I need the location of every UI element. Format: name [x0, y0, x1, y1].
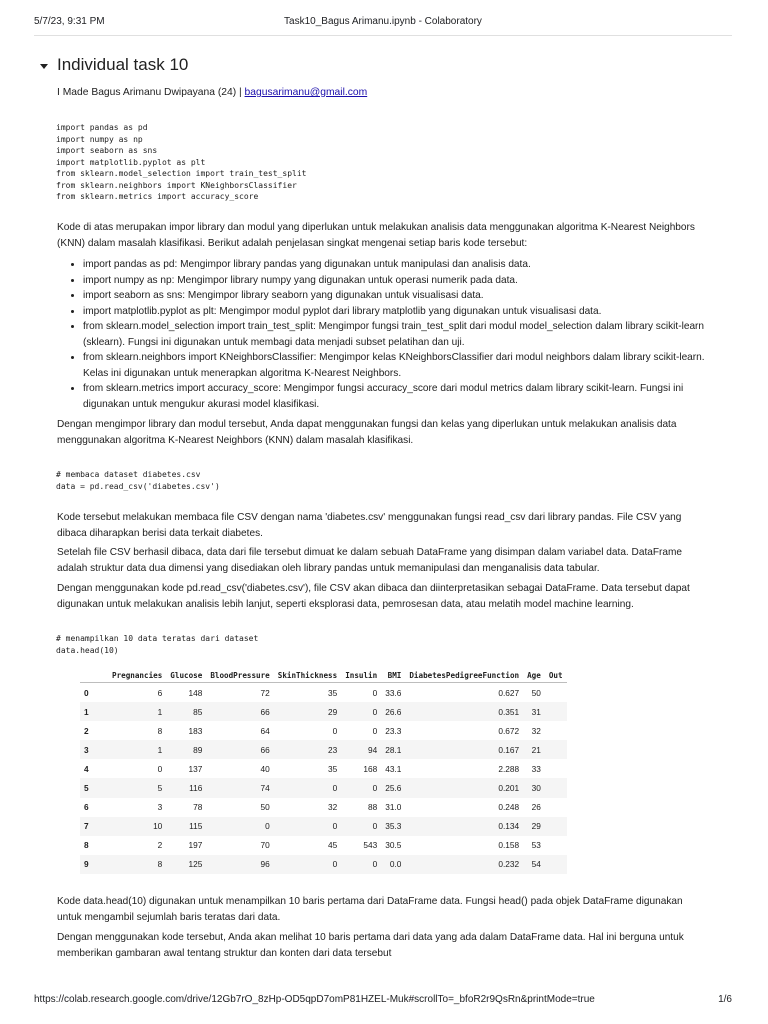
- list-item: • import matplotlib.pyplot as plt: Mengimpor modul pyplot dari library matplotlib yang digunakan untuk visualisasi data.: [83, 304, 724, 320]
- row-index: 1: [80, 702, 108, 721]
- code-cell-read-csv[interactable]: # membaca dataset diabetes.csv data = pd.read_csv('diabetes.csv'): [56, 470, 220, 491]
- table-cell: [545, 702, 567, 721]
- table-cell: 21: [523, 740, 545, 759]
- table-cell: 0: [341, 702, 381, 721]
- table-cell: [545, 798, 567, 817]
- table-cell: [545, 683, 567, 703]
- column-header: Age: [527, 671, 541, 680]
- paragraph-imports-intro: [57, 220, 724, 252]
- row-index: 0: [84, 687, 89, 698]
- table-row: [80, 798, 567, 817]
- list-item: • from sklearn.metrics import accuracy_score: Mengimpor fungsi accuracy_score dari modul metrics dalam library scikit-learn. Fungsi ini digunakan untuk mengukur akurasi model klasifikasi.: [83, 381, 724, 412]
- table-cell: 8: [157, 725, 163, 736]
- table-cell: 50: [260, 802, 270, 813]
- table-cell: 23: [274, 740, 341, 759]
- table-cell: 0: [372, 725, 378, 736]
- paragraph-line: Dengan menggunakan kode tersebut, Anda akan melihat 10 baris pertama dari data yang ada dalam DataFrame data. Hal ini berguna untuk: [57, 932, 684, 943]
- paragraph-line: dibaca diharapkan berisi data terkait diabetes.: [57, 528, 263, 539]
- table-cell: 116: [166, 778, 206, 797]
- column-header: BloodPressure: [210, 671, 270, 680]
- table-cell: 78: [193, 802, 203, 813]
- table-row: [80, 740, 567, 759]
- paragraph-read-csv-usage: [57, 581, 724, 613]
- table-cell: 64: [260, 725, 270, 736]
- table-cell: 0: [274, 817, 341, 836]
- author-email-link[interactable]: bagusarimanu@gmail.com: [244, 87, 368, 98]
- column-header: [80, 669, 108, 683]
- row-index: 4: [84, 763, 89, 774]
- table-cell: 0.248: [498, 802, 520, 813]
- table-cell: 1: [108, 740, 166, 759]
- table-row: [80, 702, 567, 721]
- table-cell: 26: [531, 802, 541, 813]
- table-cell: 35.3: [381, 817, 405, 836]
- column-header: Glucose: [170, 671, 203, 680]
- paragraph-head-explanation: [57, 894, 724, 926]
- table-cell: 53: [531, 840, 541, 851]
- table-cell: 0: [332, 725, 338, 736]
- paragraph-line: Kode tersebut melakukan membaca file CSV dengan nama 'diabetes.csv' menggunakan fungsi read_csv dari library pandas. File CSV yang: [57, 512, 682, 523]
- table-cell: 30.5: [385, 840, 402, 851]
- paragraph-head-usage: [57, 930, 724, 962]
- paragraph-line: digunakan untuk melakukan analisis lebih lanjut, seperti eksplorasi data, pemrosesan data, atau melatih model machine learning.: [57, 599, 634, 610]
- paragraph-dataframe: [57, 545, 724, 577]
- table-cell: 125: [166, 855, 206, 874]
- table-cell: 0: [274, 778, 341, 797]
- code-cell-imports[interactable]: import pandas as pd import numpy as np import seaborn as sns import matplotlib.pyplot as plt from sklearn.model_selection import train_test_split from sklearn.neighbors import KNeighborsClassifier from sklearn.metrics import accuracy_score: [56, 123, 307, 201]
- paragraph-line: (KNN) dalam masalah klasifikasi. Berikut adalah penjelasan singkat mengenai setiap baris kode tersebut:: [57, 238, 528, 249]
- table-cell: 543: [363, 840, 378, 851]
- table-cell: 0: [206, 817, 273, 836]
- table-cell: 32: [531, 725, 541, 736]
- table-cell: 148: [188, 687, 203, 698]
- column-header: Insulin: [345, 671, 378, 680]
- table-cell: [545, 778, 567, 797]
- table-cell: [545, 740, 567, 759]
- table-cell: 72: [260, 687, 270, 698]
- table-cell: 0.627: [498, 687, 520, 698]
- row-index: 6: [84, 802, 89, 813]
- paragraph-line: Dengan menggunakan kode pd.read_csv('diabetes.csv'), file CSV akan dibaca dan diinterpretasikan sebagai DataFrame. Data tersebut dapat: [57, 583, 690, 594]
- table-cell: 94: [341, 740, 381, 759]
- table-cell: 0.158: [498, 840, 520, 851]
- table-cell: 96: [206, 855, 273, 874]
- paragraph-line: Setelah file CSV berhasil dibaca, data dari file tersebut dimuat ke dalam sebuah DataFrame yang disimpan dalam variabel data. DataFrame: [57, 547, 683, 558]
- table-cell: 0.0: [381, 855, 405, 874]
- paragraph-read-csv: [57, 510, 724, 542]
- table-row: [80, 683, 567, 703]
- table-cell: 0: [341, 855, 381, 874]
- table-cell: 0: [341, 778, 381, 797]
- row-index: 7: [80, 817, 108, 836]
- table-row: [80, 721, 567, 740]
- table-row: [80, 836, 567, 855]
- table-cell: 66: [206, 702, 273, 721]
- list-item: • import pandas as pd: Mengimpor library pandas yang digunakan untuk manipulasi dan analisis data.: [83, 257, 724, 273]
- column-header: Out: [548, 671, 563, 680]
- table-cell: [545, 759, 567, 778]
- table-cell: 0.201: [405, 778, 523, 797]
- table-cell: 183: [188, 725, 203, 736]
- table-cell: 30: [523, 778, 545, 797]
- table-row: [80, 759, 567, 778]
- table-cell: 50: [531, 687, 541, 698]
- table-cell: 2: [157, 840, 163, 851]
- table-row: [80, 855, 567, 874]
- table-cell: [545, 855, 567, 874]
- collapse-caret-icon[interactable]: [40, 64, 48, 69]
- paragraph-line: adalah struktur data dua dimensi yang disediakan oleh library pandas untuk memanipulasi dan menganalisis data tabular.: [57, 563, 600, 574]
- table-cell: 0.232: [405, 855, 523, 874]
- table-cell: [545, 836, 567, 855]
- author-line: [57, 87, 367, 98]
- section-title: Individual task 10: [57, 55, 189, 74]
- row-index: 2: [84, 725, 89, 736]
- dataframe-output: [80, 669, 590, 874]
- table-cell: 32: [327, 802, 338, 813]
- list-item: • import numpy as np: Mengimpor library numpy yang digunakan untuk operasi numerik pada data.: [83, 273, 724, 289]
- column-header: SkinThickness: [277, 671, 338, 680]
- paragraph-line: Dengan mengimpor library dan modul tersebut, Anda dapat menggunakan fungsi dan kelas yang diperlukan untuk melakukan analisis data: [57, 419, 677, 430]
- paragraph-line: Kode di atas merupakan impor library dan modul yang diperlukan untuk melakukan analisis data menggunakan algoritma K-Nearest Neighbors: [57, 222, 695, 233]
- author-name: I Made Bagus Arimanu Dwipayana (24) |: [57, 87, 245, 98]
- table-cell: 31.0: [385, 802, 402, 813]
- table-cell: 29: [523, 817, 545, 836]
- list-item: • import seaborn as sns: Mengimpor library seaborn yang digunakan untuk visualisasi data.: [83, 288, 724, 304]
- table-cell: 28.1: [381, 740, 405, 759]
- paragraph-line: Kode data.head(10) digunakan untuk menampilkan 10 baris pertama dari DataFrame data. Fungsi head() pada objek DataFrame digunakan: [57, 896, 683, 907]
- table-row: [80, 817, 567, 836]
- table-cell: 26.6: [381, 702, 405, 721]
- code-cell-head[interactable]: # menampilkan 10 data teratas dari dataset data.head(10): [56, 634, 259, 655]
- import-explanations-list: [57, 257, 724, 412]
- row-index: 5: [80, 778, 108, 797]
- table-cell: 23.3: [385, 725, 402, 736]
- table-cell: 5: [108, 778, 166, 797]
- table-cell: 66: [206, 740, 273, 759]
- paragraph-imports-summary: [57, 417, 724, 449]
- table-cell: [545, 721, 567, 740]
- dataframe-table: [80, 669, 567, 874]
- table-cell: 0.167: [405, 740, 523, 759]
- table-cell: 88: [367, 802, 378, 813]
- table-cell: 33.6: [385, 687, 402, 698]
- section-header[interactable]: [38, 55, 732, 79]
- table-cell: 0: [157, 763, 163, 774]
- table-cell: 45: [327, 840, 338, 851]
- table-cell: 1: [108, 702, 166, 721]
- print-page-title: Task10_Bagus Arimanu.ipynb - Colaboratory: [284, 16, 482, 27]
- table-cell: 31: [523, 702, 545, 721]
- table-cell: 29: [274, 702, 341, 721]
- table-cell: 168: [363, 763, 378, 774]
- table-cell: 54: [523, 855, 545, 874]
- table-cell: 115: [166, 817, 206, 836]
- row-index: 8: [84, 840, 89, 851]
- table-cell: 3: [157, 802, 163, 813]
- table-cell: 33: [531, 763, 541, 774]
- table-cell: 0: [274, 855, 341, 874]
- table-cell: 137: [188, 763, 203, 774]
- table-cell: 35: [327, 687, 338, 698]
- table-row: [80, 778, 567, 797]
- paragraph-line: untuk mengambil sejumlah baris teratas dari data.: [57, 912, 281, 923]
- table-cell: 89: [166, 740, 206, 759]
- table-cell: 35: [327, 763, 338, 774]
- column-header: BMI: [387, 671, 402, 680]
- table-cell: 2.288: [498, 763, 520, 774]
- table-cell: 0: [341, 817, 381, 836]
- table-cell: 197: [188, 840, 203, 851]
- column-header: DiabetesPedigreeFunction: [409, 671, 520, 680]
- table-body: [80, 683, 567, 874]
- table-header-row: [80, 669, 567, 683]
- table-cell: 0.672: [498, 725, 520, 736]
- table-cell: 43.1: [385, 763, 402, 774]
- print-footer: [34, 994, 732, 1005]
- row-index: 9: [80, 855, 108, 874]
- paragraph-line: menggunakan algoritma K-Nearest Neighbors (KNN) dalam masalah klasifikasi.: [57, 435, 414, 446]
- table-cell: 10: [108, 817, 166, 836]
- column-header: Pregnancies: [112, 671, 163, 680]
- table-cell: 0.351: [405, 702, 523, 721]
- print-datetime: 5/7/23, 9:31 PM: [34, 16, 105, 27]
- table-cell: 74: [206, 778, 273, 797]
- list-item: • from sklearn.neighbors import KNeighborsClassifier: Mengimpor kelas KNeighborsClassifier dari modul neighbors dalam library scikit-learn. Kelas ini digunakan untuk menerapkan algoritma K-Nearest Neighbors.: [83, 350, 724, 381]
- header-divider: [34, 35, 732, 36]
- row-index: 3: [80, 740, 108, 759]
- table-cell: 40: [260, 763, 270, 774]
- page-number: 1/6: [718, 994, 732, 1005]
- table-cell: 8: [108, 855, 166, 874]
- table-cell: 6: [157, 687, 163, 698]
- paragraph-line: memberikan gambaran awal tentang struktur dan konten dari data tersebut: [57, 948, 392, 959]
- table-cell: 25.6: [381, 778, 405, 797]
- page-url: https://colab.research.google.com/drive/12Gb7rO_8zHp-OD5qpD7omP81HZEL-Muk#scrollTo=_bfoR2r9QsRn&printMode=true: [34, 994, 595, 1005]
- table-cell: [545, 817, 567, 836]
- table-cell: 70: [260, 840, 270, 851]
- list-item: • from sklearn.model_selection import train_test_split: Mengimpor fungsi train_test_split dari modul model_selection dalam library scikit-learn (sklearn). Fungsi ini digunakan untuk membagi data menjadi subset pelatihan dan uji.: [83, 319, 724, 350]
- table-cell: 0: [372, 687, 378, 698]
- table-cell: 85: [166, 702, 206, 721]
- table-cell: 0.134: [405, 817, 523, 836]
